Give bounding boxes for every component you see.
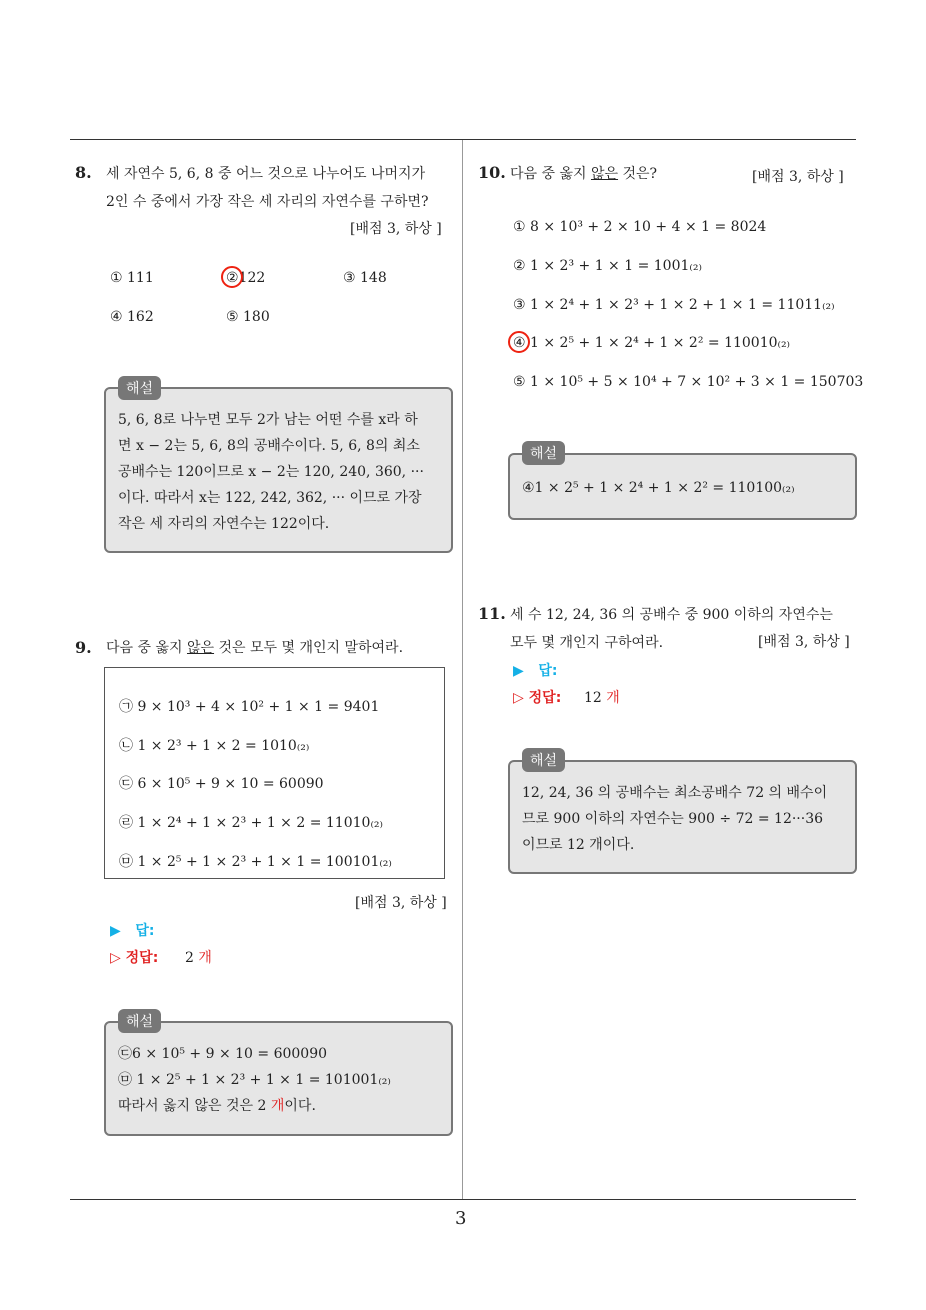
q9-correct-label xyxy=(110,947,158,967)
q10-explanation-tag: 해설 xyxy=(522,441,565,465)
q10-number: 10. xyxy=(478,163,506,182)
q11-prompt-line2: 모두 몇 개인지 구하여라. xyxy=(510,635,664,651)
q11-exp-line: 므로 900 이하의 자연수는 900 ÷ 72 = 12···36 xyxy=(522,811,824,827)
q9-correct-label-text: 정답: xyxy=(125,950,159,966)
q8-option-2[interactable]: ②122 xyxy=(226,270,266,286)
q9-exp-last-red: 개 xyxy=(270,1098,285,1114)
q9-prompt-underlined: 않은 xyxy=(186,640,215,656)
q9-statement-2: ㉡ 1 × 2³ + 1 × 2 = 1010₍₂₎ xyxy=(119,738,310,754)
q11-exp-line: 12, 24, 36 의 공배수는 최소공배수 72 의 배수이 xyxy=(522,785,828,801)
play-arrow-icon: ▶ xyxy=(110,923,121,939)
q9-statement-3: ㉢ 6 × 10⁵ + 9 × 10 = 60090 xyxy=(119,776,324,792)
q8-score: [배점 3, 하상 ] xyxy=(350,221,442,237)
q10-option-5[interactable]: ⑤ 1 × 10⁵ + 5 × 10⁴ + 7 × 10² + 3 × 1 = 150703 xyxy=(513,374,864,390)
q9-statement-5: ㉤ 1 × 2⁵ + 1 × 2³ + 1 × 1 = 100101₍₂₎ xyxy=(119,854,392,870)
q8-option-5[interactable]: ⑤ 180 xyxy=(226,309,270,325)
q11-score: [배점 3, 하상 ] xyxy=(758,634,850,650)
play-arrow-icon: ▶ xyxy=(513,663,524,679)
outline-arrow-icon: ▷ xyxy=(513,690,524,706)
q8-exp-line: 작은 세 자리의 자연수는 122이다. xyxy=(118,516,330,532)
q9-explanation-tag: 해설 xyxy=(118,1009,161,1033)
q9-exp-last-a: 따라서 옳지 않은 것은 2 xyxy=(118,1098,271,1114)
q9-statements-box xyxy=(104,667,445,879)
q11-correct-num: 12 xyxy=(584,690,602,706)
q8-explanation-tag: 해설 xyxy=(118,376,161,400)
q8-exp-line: 공배수는 120이므로 x − 2는 120, 240, 360, ··· xyxy=(118,464,424,480)
q9-prompt-a: 다음 중 옳지 xyxy=(106,640,187,656)
page-number: 3 xyxy=(455,1208,467,1229)
q9-answer-label-text: 답: xyxy=(135,923,155,939)
q8-prompt-line2: 2인 수 중에서 가장 작은 세 자리의 자연수를 구하면? xyxy=(106,194,429,210)
answer-circle-mark xyxy=(221,266,243,288)
q10-option-4[interactable]: ④ 1 × 2⁵ + 1 × 2⁴ + 1 × 2² = 110010₍₂₎ xyxy=(513,335,790,351)
q8-prompt xyxy=(106,160,456,216)
q10-option-3[interactable]: ③ 1 × 2⁴ + 1 × 2³ + 1 × 2 + 1 × 1 = 11011₍₂₎ xyxy=(513,297,835,313)
q11-prompt-line1: 세 수 12, 24, 36 의 공배수 중 900 이하의 자연수는 xyxy=(510,607,833,623)
q11-exp-line: 이므로 12 개이다. xyxy=(522,837,635,853)
q11-number: 11. xyxy=(478,604,506,623)
q8-exp-line: 면 x − 2는 5, 6, 8의 공배수이다. 5, 6, 8의 최소 xyxy=(118,438,420,454)
q9-score: [배점 3, 하상 ] xyxy=(355,895,447,911)
q8-exp-line: 이다. 따라서 x는 122, 242, 362, ··· 이므로 가장 xyxy=(118,490,422,506)
q10-option-1[interactable]: ① 8 × 10³ + 2 × 10 + 4 × 1 = 8024 xyxy=(513,219,767,235)
q11-answer-label-text: 답: xyxy=(538,663,558,679)
q9-number: 9. xyxy=(75,638,92,657)
q9-exp-line-last xyxy=(118,1093,448,1119)
q8-explanation-text xyxy=(118,407,448,537)
q8-explanation-box xyxy=(104,387,453,553)
q9-exp-last-b: 이다. xyxy=(284,1098,316,1114)
q9-correct-num: 2 xyxy=(185,950,194,966)
q9-statement-4: ㉣ 1 × 2⁴ + 1 × 2³ + 1 × 2 = 11010₍₂₎ xyxy=(119,815,383,831)
q9-statement-1: ㉠ 9 × 10³ + 4 × 10² + 1 × 1 = 9401 xyxy=(119,699,380,715)
bottom-rule xyxy=(70,1199,856,1200)
q8-option-3[interactable]: ③ 148 xyxy=(343,270,387,286)
q10-score: [배점 3, 하상 ] xyxy=(752,169,844,185)
q11-correct-answer xyxy=(584,687,620,707)
q9-correct-answer xyxy=(185,947,212,967)
top-rule xyxy=(70,139,856,140)
q10-prompt-b: 것은? xyxy=(618,166,658,182)
q10-explanation-text: ④1 × 2⁵ + 1 × 2⁴ + 1 × 2² = 110100₍₂₎ xyxy=(522,480,795,496)
q9-prompt-b: 것은 모두 몇 개인지 말하여라. xyxy=(214,640,404,656)
q11-correct-unit: 개 xyxy=(606,690,620,706)
answer-circle-mark xyxy=(508,331,530,353)
q11-correct-label-text: 정답: xyxy=(528,690,562,706)
q8-number: 8. xyxy=(75,163,92,182)
q8-exp-line: 5, 6, 8로 나누면 모두 2가 남는 어떤 수를 x라 하 xyxy=(118,412,418,428)
q9-correct-unit: 개 xyxy=(198,950,212,966)
q11-explanation-box xyxy=(508,760,857,874)
q9-explanation-box xyxy=(104,1021,453,1136)
q8-prompt-line1: 세 자연수 5, 6, 8 중 어느 것으로 나누어도 나머지가 xyxy=(106,166,426,182)
q9-prompt xyxy=(106,634,403,662)
column-divider xyxy=(462,140,463,1200)
q11-correct-label xyxy=(513,687,561,707)
q8-option-1[interactable]: ① 111 xyxy=(110,270,154,286)
q9-exp-line: ㉤ 1 × 2⁵ + 1 × 2³ + 1 × 1 = 101001₍₂₎ xyxy=(118,1072,391,1088)
q11-explanation-tag: 해설 xyxy=(522,748,565,772)
q9-explanation-text xyxy=(118,1041,448,1119)
q9-answer-label xyxy=(110,920,155,940)
q10-prompt-underlined: 않은 xyxy=(590,166,619,182)
q11-explanation-text xyxy=(522,780,852,858)
outline-arrow-icon: ▷ xyxy=(110,950,121,966)
q8-option-4[interactable]: ④ 162 xyxy=(110,309,154,325)
q10-option-2[interactable]: ② 1 × 2³ + 1 × 1 = 1001₍₂₎ xyxy=(513,258,702,274)
q10-prompt-a: 다음 중 옳지 xyxy=(510,166,591,182)
q10-prompt xyxy=(510,160,657,188)
q9-exp-line: ㉢6 × 10⁵ + 9 × 10 = 600090 xyxy=(118,1046,328,1062)
q11-answer-label xyxy=(513,660,558,680)
